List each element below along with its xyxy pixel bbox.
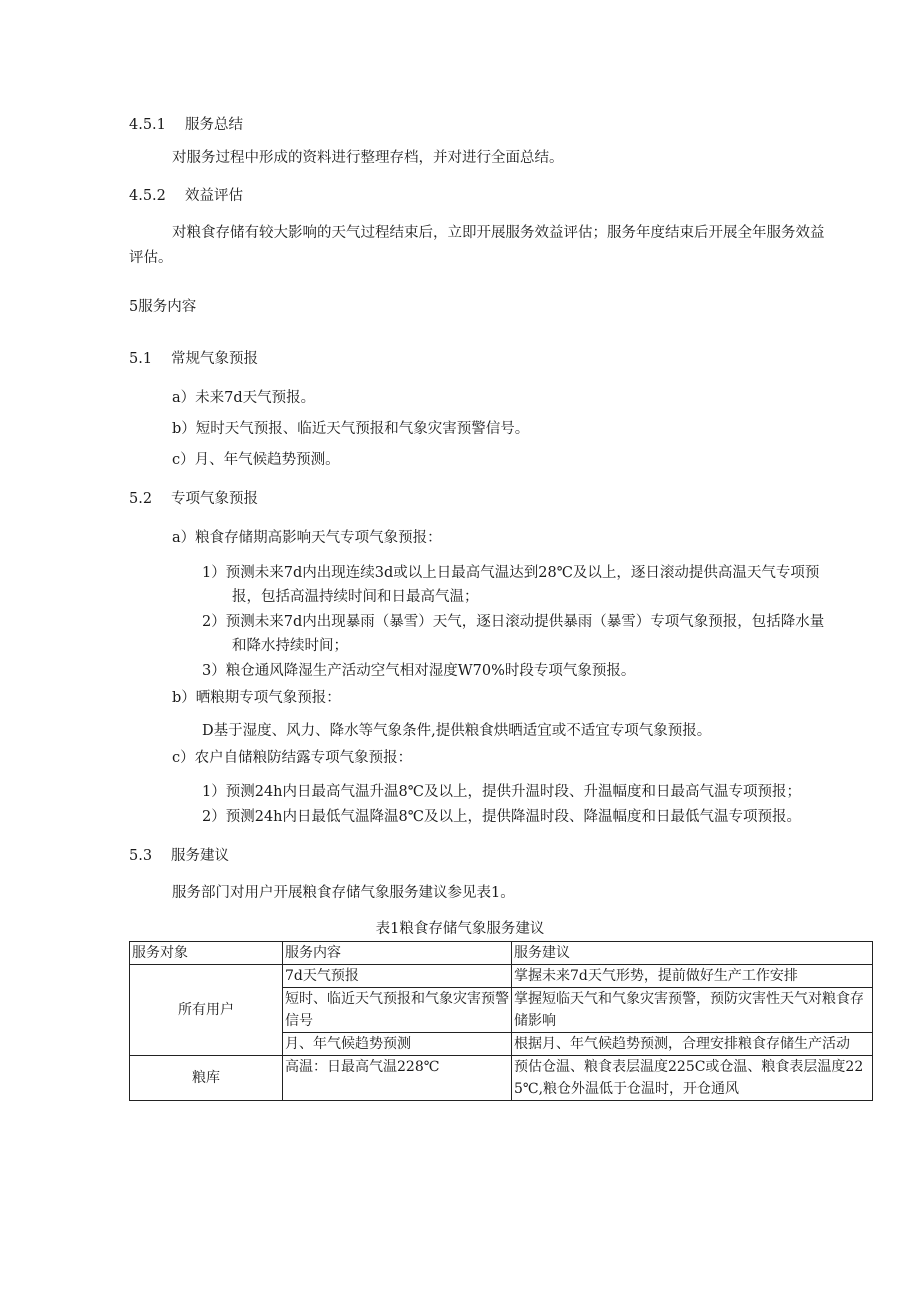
sub-list-item-cont: 和降水持续时间； — [232, 638, 348, 654]
list-item: c）农户自储粮防结露专项气象预报： — [172, 750, 413, 766]
section-title: 服务建议 — [171, 848, 229, 864]
table-cell: 月、年气候趋势预测 — [283, 1033, 512, 1056]
list-item: b）晒粮期专项气象预报： — [172, 690, 341, 706]
list-item: b）短时天气预报、临近天气预报和气象灾害预警信号。 — [172, 421, 530, 437]
section-number: 5.1 — [129, 351, 153, 367]
section-4-5-2-heading — [129, 186, 243, 206]
table-cell: 掌握未来7d天气形势，提前做好生产工作安排 — [512, 965, 873, 988]
section-4-5-2-body-line1: 对粮食存储有较大影响的天气过程结束后，立即开展服务效益评估；服务年度结束后开展全年服务效益 — [172, 225, 825, 241]
sub-list-item: 2）预测未来7d内出现暴雨（暴雪）天气，逐日滚动提供暴雨（暴雪）专项气象预报，包括降水量 — [202, 614, 825, 630]
section-number: 5.3 — [129, 848, 153, 864]
section-4-5-1-body: 对服务过程中形成的资料进行整理存档，并对进行全面总结。 — [172, 150, 564, 166]
sub-list-item: 1）预测24h内日最高气温升温8℃及以上，提供升温时段、升温幅度和日最高气温专项预报； — [202, 784, 801, 800]
table-header-row — [130, 942, 873, 965]
sub-list-item-cont: 报，包括高温持续时间和日最高气温； — [232, 589, 479, 605]
section-number: 4.5.1 — [129, 117, 166, 133]
list-item: a）未来7d天气预报。 — [172, 390, 316, 406]
section-title: 效益评估 — [185, 188, 243, 204]
section-5-heading: 5服务内容 — [129, 299, 197, 315]
table-group-cell: 所有用户 — [130, 965, 283, 1056]
service-table — [129, 941, 873, 1101]
section-title: 服务总结 — [185, 117, 243, 133]
table-cell: 根据月、年气候趋势预测，合理安排粮食存储生产活动 — [512, 1033, 873, 1056]
section-5-1-heading — [129, 349, 258, 369]
table-caption: 表1粮食存储气象服务建议 — [375, 921, 545, 937]
table-cell: 高温：日最高气温228℃ — [283, 1056, 512, 1101]
table-header-cell: 服务对象 — [130, 942, 283, 965]
table-cell: 掌握短临天气和气象灾害预警，预防灾害性天气对粮食存储影响 — [512, 988, 873, 1033]
sub-list-item: 3）粮仓通风降湿生产活动空气相对湿度W70%时段专项气象预报。 — [202, 663, 636, 679]
table-cell: 短时、临近天气预报和气象灾害预警信号 — [283, 988, 512, 1033]
table-header-cell: 服务建议 — [512, 942, 873, 965]
sub-list-item: D基于湿度、风力、降水等气象条件,提供粮食烘晒适宜或不适宜专项气象预报。 — [202, 723, 712, 739]
section-5-3-heading — [129, 846, 229, 866]
sub-list-item: 1）预测未来7d内出现连续3d或以上日最高气温达到28℃及以上，逐日滚动提供高温天气专项预 — [202, 565, 820, 581]
table-row — [130, 965, 873, 988]
section-number: 4.5.2 — [129, 188, 166, 204]
section-5-2-heading — [129, 489, 258, 509]
section-4-5-1-heading — [129, 115, 243, 135]
list-item: a）粮食存储期高影响天气专项气象预报： — [172, 530, 442, 546]
table-row — [130, 1056, 873, 1101]
section-title: 常规气象预报 — [171, 351, 258, 367]
section-5-3-body: 服务部门对用户开展粮食存储气象服务建议参见表1。 — [172, 885, 515, 901]
table-group-cell: 粮库 — [130, 1056, 283, 1101]
table-cell: 预估仓温、粮食表层温度225C或仓温、粮食表层温度225℃,粮仓外温低于仓温时，开仓通风 — [512, 1056, 873, 1101]
section-title: 专项气象预报 — [171, 491, 258, 507]
section-4-5-2-body-line2: 评估。 — [129, 250, 173, 266]
table-cell: 7d天气预报 — [283, 965, 512, 988]
sub-list-item: 2）预测24h内日最低气温降温8℃及以上，提供降温时段、降温幅度和日最低气温专项预报。 — [202, 809, 801, 825]
list-item: c）月、年气候趋势预测。 — [172, 452, 340, 468]
table-header-cell: 服务内容 — [283, 942, 512, 965]
section-number: 5.2 — [129, 491, 153, 507]
